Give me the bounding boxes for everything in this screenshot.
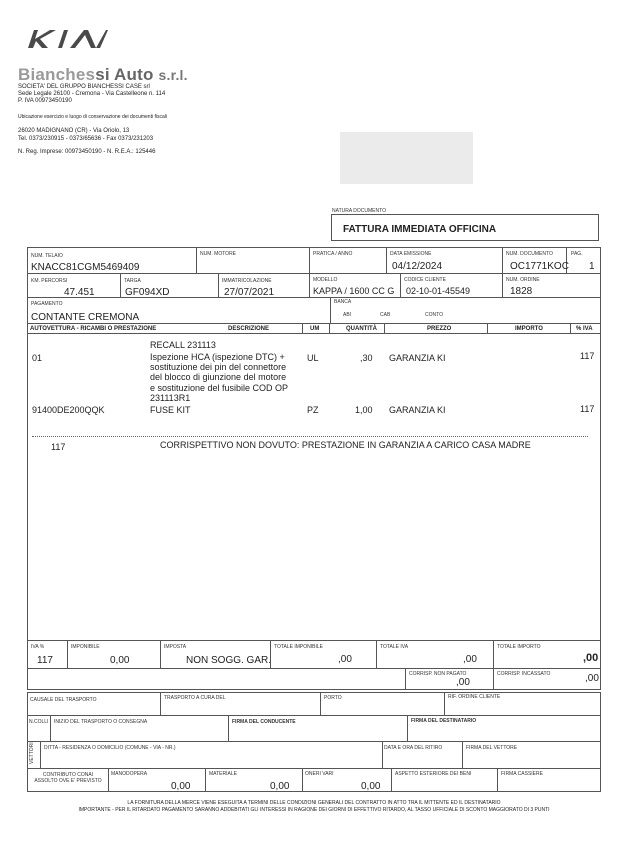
- row1-desc-3: sostituzione dei pin del connettore: [150, 362, 287, 372]
- row1-desc-5: e sostituzione del fusibile COD OP: [150, 383, 289, 393]
- data-ritiro-label: DATA E ORA DEL RITIRO: [384, 745, 443, 751]
- company-name-part3: s.r.l.: [158, 67, 188, 83]
- firma-vettore-label: FIRMA DEL VETTORE: [466, 745, 518, 751]
- materiale-label: MATERIALE: [209, 771, 237, 777]
- doc-nature-label: NATURA DOCUMENTO: [332, 208, 386, 214]
- imposta-value: NON SOGG. GAR.: [186, 655, 272, 666]
- cab-label: CAB: [380, 312, 391, 318]
- trasporto-label: TRASPORTO A CURA DEL: [164, 695, 226, 701]
- conto-label: CONTO: [425, 312, 443, 318]
- num-telaio: KNACC81CGM5469409: [31, 262, 140, 273]
- firma-destinatario-label: FIRMA DEL DESTINATARIO: [411, 718, 477, 724]
- imponibile-value: 0,00: [110, 655, 130, 666]
- storage-note: Ubicazione esercizio e luogo di conservazione dei documenti fiscali: [18, 114, 167, 120]
- pag-label: PAG.: [571, 251, 583, 257]
- footnote-1: LA FORNITURA DELLA MERCE VIENE ESEGUITA A TERMINI DELLE CONDIZIONI GENERALI DEL CONTRATTO IN ATTO TRA IL MITTENTE ED IL DESTINATARIO: [127, 800, 501, 806]
- footnote-2: IMPORTANTE - PER IL RITARDATO PAGAMENTO SARANNO ADDEBITATI GLI INTERESSI IN RAGIONE DEI GIORNI DI EFFETTIVO RITARDO, AL TASSO UFFICIALE DI SCONTO MAGGIORATO DI 3 PUNTI: [78, 807, 550, 813]
- row1-iva: 117: [580, 351, 595, 361]
- row2-code: 91400DE200QQK: [32, 405, 105, 415]
- note-text: CORRISPETTIVO NON DOVUTO: PRESTAZIONE IN GARANZIA A CARICO CASA MADRE: [160, 440, 531, 450]
- modello-label: MODELLO: [313, 277, 338, 283]
- num-documento: OC1771KOC: [510, 261, 569, 272]
- row1-price: GARANZIA KI: [389, 353, 446, 363]
- oneri-value: 0,00: [361, 781, 381, 792]
- num-telaio-label: NUM. TELAIO: [31, 253, 63, 259]
- materiale-value: 0,00: [270, 781, 290, 792]
- pagamento-label: PAGAMENTO: [31, 301, 63, 307]
- company-address: 26020 MADIGNANO (CR) - Via Oriolo, 13: [18, 128, 130, 134]
- firma-cassiere-label: FIRMA CASSIERE: [501, 771, 543, 777]
- totale-imponibile-label: TOTALE IMPONIBILE: [274, 644, 323, 650]
- porto-label: PORTO: [324, 695, 342, 701]
- banca-label: BANCA: [334, 299, 352, 305]
- col-header-iva: % IVA: [576, 326, 593, 332]
- row2-price: GARANZIA KI: [389, 405, 446, 415]
- col-header-item: AUTOVETTURA - RICAMBI O PRESTAZIONE: [30, 326, 157, 332]
- company-vat: P. IVA 00973450190: [18, 98, 72, 104]
- km-label: KM. PERCORSI: [31, 278, 68, 284]
- firma-conducente-label: FIRMA DEL CONDUCENTE: [232, 719, 296, 725]
- rif-ordine-label: RIF. ORDINE CLIENTE: [448, 694, 501, 700]
- contributo-label: CONTRIBUTO CONAI ASSOLTO OVE E' PREVISTO: [34, 772, 102, 784]
- row1-code: 01: [32, 353, 43, 363]
- row1-um: UL: [307, 353, 319, 363]
- row2-iva: 117: [580, 404, 595, 414]
- address-window: [340, 132, 473, 184]
- totale-iva-value: ,00: [463, 654, 477, 665]
- immatricolazione: 27/07/2021: [224, 287, 275, 298]
- body-right-border: [600, 334, 601, 640]
- causale-label: CAUSALE DEL TRASPORTO: [30, 697, 97, 703]
- doc-nature: FATTURA IMMEDIATA OFFICINA: [343, 224, 497, 235]
- targa-label: TARGA: [124, 278, 141, 284]
- manodopera-label: MANODOPERA: [111, 771, 148, 777]
- company-phones: Tel. 0373/230915 - 0373/65636 - Fax 0373/231203: [18, 136, 154, 142]
- ditta-label: DITTA - RESIDENZA O DOMICILIO (COMUNE - VIA - NR.): [44, 745, 176, 751]
- col-header-prezzo: PREZZO: [427, 326, 452, 332]
- km: 47.451: [64, 287, 95, 298]
- manodopera-value: 0,00: [171, 781, 191, 792]
- ncolli-label: N.COLLI: [29, 719, 49, 725]
- immatricolazione-label: IMMATRICOLAZIONE: [222, 278, 272, 284]
- kia-logo: [26, 26, 108, 50]
- corrisp-non-pagato-label: CORRISP. NON PAGATO: [409, 671, 467, 677]
- abi-label: ABI: [343, 312, 352, 318]
- row1-desc-1: RECALL 231113: [150, 340, 216, 350]
- totale-importo-label: TOTALE IMPORTO: [497, 644, 541, 650]
- col-header-um: UM: [310, 326, 320, 332]
- totale-importo-value: ,00: [583, 652, 599, 664]
- col-header-importo: IMPORTO: [515, 326, 543, 332]
- col-header-descrizione: DESCRIZIONE: [228, 326, 270, 332]
- data-emissione: 04/12/2024: [392, 261, 443, 272]
- imposta-label: IMPOSTA: [164, 644, 187, 650]
- totale-iva-label: TOTALE IVA: [380, 644, 409, 650]
- num-motore-label: NUM. MOTORE: [200, 251, 237, 257]
- num-documento-label: NUM. DOCUMENTO: [506, 251, 553, 257]
- company-name: [18, 65, 188, 85]
- company-name-part2: si Auto: [95, 65, 154, 84]
- row2-um: PZ: [307, 405, 319, 415]
- row1-desc-2: Ispezione HCA (ispezione DTC) +: [150, 352, 285, 362]
- row1-qty: ,30: [360, 353, 373, 363]
- company-name-part1: Bianches: [18, 65, 96, 84]
- inizio-label: INIZIO DEL TRASPORTO O CONSEGNA: [54, 719, 148, 725]
- corrisp-incassato-label: CORRISP. INCASSATO: [497, 671, 551, 677]
- vettori-label: VETTORI: [29, 742, 35, 764]
- row1-desc-4: del blocco di giunzione del motore: [150, 372, 287, 382]
- row1-desc-6: 231113R1: [150, 393, 191, 403]
- row2-qty: 1,00: [355, 405, 373, 415]
- iva-label: IVA %: [31, 644, 45, 650]
- transport-block: [27, 692, 601, 792]
- num-ordine-label: NUM. ORDINE: [506, 277, 540, 283]
- imponibile-label: IMPONIBILE: [71, 644, 100, 650]
- company-legal-seat: Sede Legale 26100 - Cremona - Via Castelleone n. 114: [18, 91, 166, 97]
- oneri-label: ONERI VARI: [305, 771, 334, 777]
- body-left-border: [27, 334, 28, 640]
- num-ordine: 1828: [510, 286, 533, 297]
- col-header-quantita: QUANTITÀ: [346, 326, 377, 332]
- note-code: 117: [51, 442, 66, 452]
- targa: GF094XD: [125, 287, 170, 298]
- row2-desc-1: FUSE KIT: [150, 405, 191, 415]
- pratica-label: PRATICA / ANNO: [313, 251, 353, 257]
- codice-cliente-label: CODICE CLIENTE: [404, 277, 446, 283]
- iva-value: 117: [37, 655, 53, 666]
- company-registry: N. Reg. Imprese: 00973450190 - N. R.E.A.: 125446: [18, 149, 156, 155]
- modello: KAPPA / 1600 CC G: [313, 286, 395, 296]
- aspetto-label: ASPETTO ESTERIORE DEI BENI: [395, 771, 472, 777]
- corrisp-incassato-value: ,00: [585, 673, 599, 684]
- company-group: SOCIETA' DEL GRUPPO BIANCHESSI CASE srl: [18, 84, 150, 90]
- codice-cliente: 02-10-01-45549: [406, 286, 471, 296]
- data-emissione-label: DATA EMISSIONE: [390, 251, 432, 257]
- totale-imponibile-value: ,00: [338, 654, 352, 665]
- pagamento: CONTANTE CREMONA: [31, 312, 140, 323]
- corrisp-non-pagato-value: ,00: [456, 677, 470, 688]
- pag: 1: [589, 261, 595, 272]
- notes-separator: [32, 436, 588, 437]
